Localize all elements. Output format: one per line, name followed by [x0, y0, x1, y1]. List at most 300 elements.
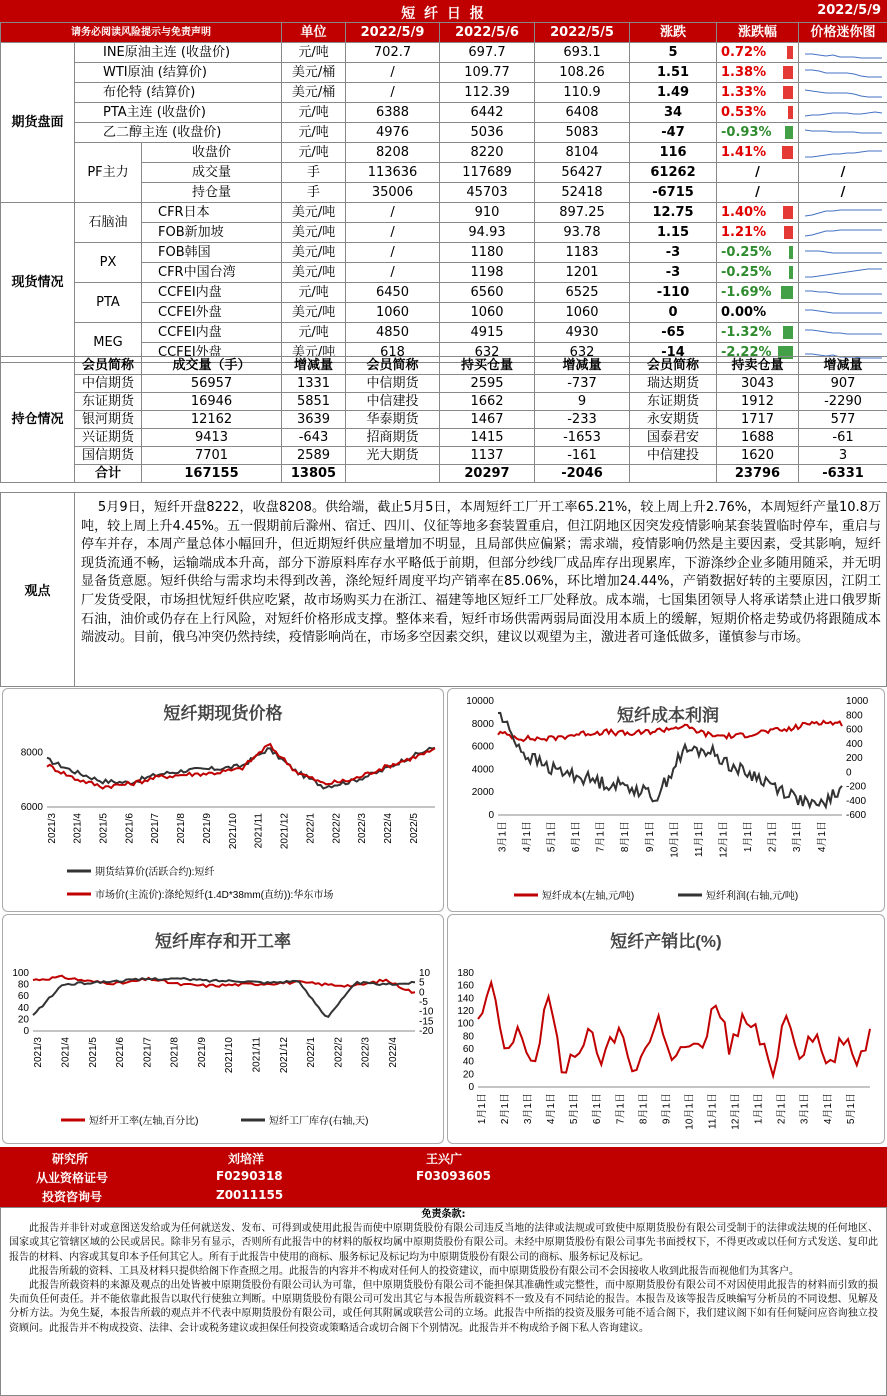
table-row: [1, 323, 887, 343]
y-tick-label: 100: [457, 1018, 474, 1030]
sparkline-cell: [799, 43, 887, 63]
value-d1: /: [346, 83, 440, 103]
view-text: [81, 499, 881, 648]
value-d1: 8208: [346, 143, 440, 163]
change-percent-cell: [717, 103, 799, 123]
change-percent: 1.38%: [721, 64, 767, 80]
value-d3: 1183: [535, 243, 630, 263]
position-cell: -233: [535, 411, 630, 429]
report-title: 短 纤 日 报: [401, 6, 486, 22]
sparkline: [801, 125, 885, 141]
chart-sales-ratio: [447, 914, 885, 1144]
analyst-footer: [0, 1147, 887, 1207]
x-tick-label: 2021/9: [196, 1037, 208, 1068]
position-cell: 3639: [282, 411, 346, 429]
value-d3: 5083: [535, 123, 630, 143]
header-sparkline: 价格迷你图: [799, 23, 887, 43]
sparkline-cell: [799, 303, 887, 323]
table-row: [1, 393, 887, 411]
sparkline: [801, 245, 885, 261]
x-tick-label: 2021/5: [98, 813, 110, 844]
price-table: [0, 22, 887, 363]
x-tick-label: 2022/1: [306, 1037, 318, 1068]
change-value: 5: [630, 43, 717, 63]
change-bar: [783, 86, 793, 99]
sparkline: [801, 325, 885, 341]
sparkline-cell: [799, 63, 887, 83]
sparkline-cell: [799, 243, 887, 263]
sparkline-cell: [799, 223, 887, 243]
disclaimer-p2: 此报告所载的资料、工具及材料只提供给阁下作查照之用。此报告的内容并不构成对任何人的投资建议，而中原期货股份有限公司不会因接收人收到此报告而视他们为其客户。: [29, 1265, 799, 1277]
spot-group-label: PX: [75, 243, 142, 283]
x-tick-label: 7月1日: [615, 1093, 627, 1125]
value-d3: 8104: [535, 143, 630, 163]
sparkline: [801, 105, 885, 121]
x-tick-label: 1月1日: [753, 1093, 765, 1125]
x-tick-label: 8月1日: [620, 821, 632, 853]
y-right-tick-label: -5: [419, 997, 428, 1008]
value-d1: 113636: [346, 163, 440, 183]
change-value: 12.75: [630, 203, 717, 223]
chart-cost-profit: [447, 688, 885, 912]
position-cell: 3: [799, 447, 887, 465]
x-tick-label: 3月1日: [497, 821, 509, 853]
y-tick-label: 20: [17, 1014, 29, 1026]
value-d2: 8220: [440, 143, 535, 163]
y-tick-label: 6000: [20, 802, 43, 813]
sparkline: [801, 145, 885, 161]
value-d3: 4930: [535, 323, 630, 343]
value-d3: 52418: [535, 183, 630, 203]
change-value: 0: [630, 303, 717, 323]
position-header: 增减量: [799, 357, 887, 375]
change-percent: -0.25%: [721, 264, 772, 280]
value-d3: 6408: [535, 103, 630, 123]
total-cell: [630, 465, 717, 483]
section-position: 持仓情况: [1, 357, 75, 483]
legend-label: 短纤利润(右轴,元/吨): [706, 891, 799, 902]
y-tick-label: 60: [462, 1044, 474, 1055]
position-cell: 12162: [142, 411, 282, 429]
x-tick-label: 9月1日: [644, 821, 656, 853]
item-unit: 手: [282, 163, 346, 183]
x-tick-label: 2月1日: [776, 1093, 788, 1125]
position-cell: -1653: [535, 429, 630, 447]
value-d1: 1060: [346, 303, 440, 323]
item-unit: 手: [282, 183, 346, 203]
chart-title: 短纤产销比(%): [610, 932, 722, 951]
position-cell: 16946: [142, 393, 282, 411]
section-spot: 现货情况: [1, 203, 75, 363]
change-bar: [781, 286, 793, 299]
header-disclaimer: 请务必阅读风险提示与免责声明: [1, 23, 282, 43]
change-bar: [788, 106, 793, 119]
position-cell: 9413: [142, 429, 282, 447]
x-tick-label: 2022/2: [331, 813, 343, 844]
value-d1: /: [346, 263, 440, 283]
x-tick-label: 11月1日: [707, 1093, 719, 1129]
value-d3: 6525: [535, 283, 630, 303]
total-cell: 13805: [282, 465, 346, 483]
sparkline-cell: [799, 143, 887, 163]
position-cell: 中信建投: [630, 447, 717, 465]
value-d1: /: [346, 63, 440, 83]
y-tick-label: 8000: [471, 718, 494, 730]
change-value: 61262: [630, 163, 717, 183]
value-d3: 108.26: [535, 63, 630, 83]
spot-group-label: PTA: [75, 283, 142, 323]
position-cell: 1467: [440, 411, 535, 429]
value-d3: 693.1: [535, 43, 630, 63]
item-unit: 美元/吨: [282, 223, 346, 243]
sparkline: [801, 205, 885, 221]
change-value: -65: [630, 323, 717, 343]
item-name: 收盘价: [142, 143, 282, 163]
sparkline: [801, 285, 885, 301]
x-tick-label: 2022/2: [333, 1037, 345, 1068]
sparkline: [801, 65, 885, 81]
position-cell: 国泰君安: [630, 429, 717, 447]
x-tick-label: 5月1日: [569, 1093, 581, 1125]
x-tick-label: 11月1日: [693, 821, 705, 857]
value-d1: 4850: [346, 323, 440, 343]
x-tick-label: 2021/12: [278, 1037, 290, 1074]
change-value: -3: [630, 263, 717, 283]
change-bar: [787, 46, 793, 59]
change-value: 1.15: [630, 223, 717, 243]
position-cell: 1620: [717, 447, 799, 465]
item-name: CFR日本: [142, 203, 282, 223]
sparkline-cell: [799, 283, 887, 303]
item-unit: 元/吨: [282, 123, 346, 143]
value-d2: 4915: [440, 323, 535, 343]
position-cell: 中信期货: [346, 375, 440, 393]
x-tick-label: 1月1日: [743, 821, 755, 853]
change-percent-cell: [717, 243, 799, 263]
value-d2: 910: [440, 203, 535, 223]
item-name: CCFEI外盘: [142, 303, 282, 323]
x-tick-label: 3月1日: [792, 821, 804, 853]
position-cell: 5851: [282, 393, 346, 411]
y-tick-label: 0: [23, 1026, 29, 1037]
x-tick-label: 2022/4: [387, 1037, 399, 1068]
change-percent-cell: [717, 63, 799, 83]
value-d3: 93.78: [535, 223, 630, 243]
x-tick-label: 12月1日: [718, 821, 730, 858]
spot-group-label: MEG: [75, 323, 142, 363]
value-d2: 94.93: [440, 223, 535, 243]
disclaimer: [0, 1207, 887, 1396]
position-cell: 2595: [440, 375, 535, 393]
item-name: 布伦特 (结算价): [75, 83, 282, 103]
table-row: [1, 123, 887, 143]
table-row: [1, 203, 887, 223]
x-tick-label: 2022/4: [383, 813, 395, 844]
change-bar: [782, 146, 793, 159]
change-value: 1.49: [630, 83, 717, 103]
header-date1: 2022/5/9: [346, 23, 440, 43]
change-percent-cell: [717, 323, 799, 343]
value-d3: 56427: [535, 163, 630, 183]
table-row: [1, 103, 887, 123]
x-tick-label: 2021/11: [251, 1037, 263, 1073]
position-cell: 7701: [142, 447, 282, 465]
total-cell: 23796: [717, 465, 799, 483]
position-header: 持买仓量: [440, 357, 535, 375]
sparkline-cell: [799, 203, 887, 223]
value-d3: 1201: [535, 263, 630, 283]
total-cell: 合计: [75, 465, 142, 483]
change-bar: [785, 126, 793, 139]
footer-consult1: Z0011155: [216, 1188, 284, 1202]
item-name: INE原油主连 (收盘价): [75, 43, 282, 63]
value-d2: 109.77: [440, 63, 535, 83]
chart-cost-profit-svg: [448, 689, 884, 911]
x-tick-label: 8月1日: [638, 1093, 650, 1125]
value-d2: 45703: [440, 183, 535, 203]
change-percent-cell: [717, 123, 799, 143]
change-percent: 1.33%: [721, 84, 767, 100]
item-name: FOB韩国: [142, 243, 282, 263]
y-right-tick-label: -20: [419, 1026, 434, 1037]
change-bar: [783, 206, 793, 219]
change-value: -6715: [630, 183, 717, 203]
x-tick-label: 2021/6: [115, 1037, 127, 1068]
y-right-tick-label: 600: [846, 724, 863, 736]
change-percent-cell: [717, 143, 799, 163]
x-tick-label: 4月1日: [521, 821, 533, 853]
x-tick-label: 1月1日: [476, 1093, 488, 1125]
x-tick-label: 12月1日: [730, 1093, 742, 1130]
change-percent: -2.22%: [721, 344, 772, 360]
legend-label: 短纤工厂库存(右轴,天): [269, 1116, 369, 1127]
disclaimer-p3: 此报告所载资料的来源及观点的出处皆被中原期货股份有限公司认为可靠，但中原期货股份有限公司不能担保其准确性或完整性，而中原期货股份有限公司不对因使用此报告的材料而引致的损失而负任何责任。并不能依靠此报告以取代行使独立判断。中原期货股份有限公司可发出其它与本报告所载资料不一致及有不同结论的报告。本报告及该等报告反映编写分析员的不同设想、见解及分析方法。为免生疑，本报告所载的观点并不代表中原期货股份有限公司，或任何其附属或联营公司的立场。此报告中所指的投资及服务可能不适合阁下，我们建议阁下如有任何疑问应咨询独立投资顾问。此报告并不构成投资、法律、会计或税务建议或担保任何投资或策略适合或切合阁下个别情况。此报告并不构成给予阁下私人咨询建议。: [9, 1280, 878, 1334]
y-tick-label: 160: [457, 980, 474, 992]
table-row: [1, 43, 887, 63]
y-tick-label: 40: [462, 1056, 474, 1068]
view-section: [0, 492, 887, 687]
x-tick-label: 2021/4: [60, 1037, 72, 1068]
x-tick-label: 6月1日: [571, 821, 583, 853]
item-name: 成交量: [142, 163, 282, 183]
change-bar: [784, 226, 793, 239]
item-unit: 美元/吨: [282, 263, 346, 283]
value-d2: 632: [440, 343, 535, 363]
item-unit: 元/吨: [282, 323, 346, 343]
footer-cert-label: 从业资格证号: [36, 1171, 109, 1185]
change-bar: [789, 246, 793, 259]
value-d1: 6388: [346, 103, 440, 123]
y-right-tick-label: 200: [846, 753, 863, 764]
position-cell: 1137: [440, 447, 535, 465]
value-d2: 1180: [440, 243, 535, 263]
y-right-tick-label: -15: [419, 1016, 434, 1028]
change-percent-cell: [717, 83, 799, 103]
value-d3: 110.9: [535, 83, 630, 103]
x-tick-label: 2021/5: [87, 1037, 99, 1068]
position-cell: 兴证期货: [75, 429, 142, 447]
x-tick-label: 3月1日: [523, 1093, 535, 1125]
position-cell: 东证期货: [75, 393, 142, 411]
y-right-tick-label: -10: [419, 1006, 434, 1018]
position-cell: 永安期货: [630, 411, 717, 429]
change-percent: /: [717, 183, 799, 203]
value-d2: 112.39: [440, 83, 535, 103]
position-cell: 907: [799, 375, 887, 393]
change-percent-cell: [717, 203, 799, 223]
change-percent-cell: [717, 263, 799, 283]
x-tick-label: 2021/12: [279, 813, 291, 850]
table-row: [1, 283, 887, 303]
item-unit: 元/吨: [282, 103, 346, 123]
position-cell: 中信建投: [346, 393, 440, 411]
item-name: 持仓量: [142, 183, 282, 203]
position-cell: 1912: [717, 393, 799, 411]
x-tick-label: 2021/8: [169, 1037, 181, 1068]
item-unit: 美元/吨: [282, 303, 346, 323]
position-cell: 华泰期货: [346, 411, 440, 429]
total-cell: -2046: [535, 465, 630, 483]
change-bar: [789, 266, 793, 279]
disclaimer-title: 免责条款:: [421, 1209, 466, 1220]
table-row: [1, 83, 887, 103]
change-value: -14: [630, 343, 717, 363]
x-tick-label: 2022/3: [357, 813, 369, 844]
change-percent: 1.41%: [721, 144, 767, 160]
x-tick-label: 2021/10: [224, 1037, 236, 1074]
report-date: 2022/5/9: [817, 3, 881, 18]
sparkline-cell: [799, 323, 887, 343]
item-name: 乙二醇主连 (收盘价): [75, 123, 282, 143]
value-d1: /: [346, 203, 440, 223]
header-date2: 2022/5/6: [440, 23, 535, 43]
position-cell: 银河期货: [75, 411, 142, 429]
sparkline-cell: [799, 263, 887, 283]
y-tick-label: 100: [12, 968, 29, 979]
footer-analyst1: 刘培洋: [228, 1152, 265, 1166]
x-tick-label: 2022/1: [305, 813, 317, 844]
position-cell: -161: [535, 447, 630, 465]
change-percent-cell: [717, 283, 799, 303]
item-name: CCFEI内盘: [142, 283, 282, 303]
table-row: [1, 411, 887, 429]
total-cell: -6331: [799, 465, 887, 483]
position-cell: 2589: [282, 447, 346, 465]
y-right-tick-label: 800: [846, 710, 863, 722]
y-tick-label: 40: [17, 1002, 29, 1014]
x-tick-label: 2021/10: [227, 813, 239, 850]
position-cell: 56957: [142, 375, 282, 393]
spot-group-label: 石脑油: [75, 203, 142, 243]
position-cell: 9: [535, 393, 630, 411]
y-tick-label: 20: [462, 1069, 474, 1081]
change-percent: -1.69%: [721, 284, 772, 300]
position-cell: 1717: [717, 411, 799, 429]
position-cell: 瑞达期货: [630, 375, 717, 393]
x-tick-label: 2021/3: [33, 1037, 45, 1068]
x-tick-label: 3月1日: [799, 1093, 811, 1125]
position-cell: 1331: [282, 375, 346, 393]
sparkline: [801, 265, 885, 281]
y-right-tick-label: -600: [846, 810, 867, 821]
change-value: 1.51: [630, 63, 717, 83]
position-cell: -643: [282, 429, 346, 447]
value-d2: 1198: [440, 263, 535, 283]
value-d1: 4976: [346, 123, 440, 143]
x-tick-label: 2021/11: [253, 813, 265, 849]
chart-sales-ratio-svg: [448, 915, 884, 1143]
value-d1: /: [346, 243, 440, 263]
section-futures: 期货盘面: [1, 43, 75, 203]
report-header: [0, 0, 887, 22]
x-tick-label: 5月1日: [845, 1093, 857, 1125]
chart-price-svg: [3, 689, 443, 911]
sparkline: [801, 45, 885, 61]
footer-consult-label: 投资咨询号: [42, 1190, 103, 1204]
y-right-tick-label: 5: [419, 977, 425, 989]
item-name: WTI原油 (结算价): [75, 63, 282, 83]
value-d1: 618: [346, 343, 440, 363]
value-d3: 897.25: [535, 203, 630, 223]
table-row: [1, 429, 887, 447]
item-unit: 元/吨: [282, 43, 346, 63]
value-d1: 6450: [346, 283, 440, 303]
y-right-tick-label: -400: [846, 795, 867, 807]
pf-label: PF主力: [75, 143, 142, 203]
y-tick-label: 60: [17, 991, 29, 1003]
change-percent: 0.00%: [721, 304, 767, 320]
sparkline-placeholder: /: [799, 163, 887, 183]
x-tick-label: 10月1日: [669, 821, 681, 858]
view-paragraph: 5月9日，短纤开盘8222，收盘8208。供给端，截止5月5日，本周短纤工厂开工率65.21%，较上周上升2.76%，本周短纤产量10.8万吨，较上周上升4.45%。五一假期前后滁州、宿迁、四川、仪征等地多套装置重启，但江阴地区因突发疫情影响某套装置临时停车，重启与停车并存，本周产量总体小幅回升，但近期短纤供应量增加不明显，且局部供应偏紧；需求端，疫情影响仍然是主要因素，受其影响，短纤现货流通不畅，运输端成本升高，部分下游原料库存水平略低于前期，但部分纱线厂成品库存出现累库，下游涤纱企业多随用随采，并无明显备货意愿。短纤供给与需求均未得到改善，涤纶短纤周度平均产销率在85.06%，环比增加24.44%，产销数据好转的主要原因，江阴工厂发货受限，市场担忧短纤供应吃紧，故市场购买力在浙江、福建等地区短纤工厂处释放。成本端，七国集团领导人将承诺禁止进口俄罗斯石油，油价或仍存在上行风险，对短纤价格形成支撑。整体来看，短纤市场供需两弱局面没用本质上的缓解，短期价格走势或仍将跟随成本端波动。目前，俄乌冲突仍然持续，疫情影响尚在，市场多空因素交织，建议以观望为主，激进者可逢低做多，谨慎参与市场。: [81, 500, 881, 646]
total-cell: [346, 465, 440, 483]
position-cell: 1662: [440, 393, 535, 411]
item-name: CCFEI外盘: [142, 343, 282, 363]
y-right-tick-label: 1000: [846, 696, 869, 707]
y-right-tick-label: 10: [419, 968, 431, 979]
x-tick-label: 2021/7: [150, 813, 162, 844]
position-cell: 577: [799, 411, 887, 429]
change-percent: 1.21%: [721, 224, 767, 240]
chart-title: 短纤成本利润: [617, 706, 719, 725]
value-d3: 632: [535, 343, 630, 363]
position-header: 会员简称: [630, 357, 717, 375]
chart-inventory-svg: [3, 915, 443, 1143]
x-tick-label: 2月1日: [767, 821, 779, 853]
position-cell: 1415: [440, 429, 535, 447]
total-cell: 167155: [142, 465, 282, 483]
sparkline-cell: [799, 83, 887, 103]
value-d2: 6560: [440, 283, 535, 303]
position-header: 增减量: [535, 357, 630, 375]
x-tick-label: 2021/6: [124, 813, 136, 844]
x-tick-label: 2021/9: [201, 813, 213, 844]
y-tick-label: 120: [457, 1006, 474, 1017]
position-cell: 招商期货: [346, 429, 440, 447]
header-date3: 2022/5/5: [535, 23, 630, 43]
x-tick-label: 9月1日: [661, 1093, 673, 1125]
change-percent: 0.53%: [721, 104, 767, 120]
y-right-tick-label: 400: [846, 738, 863, 750]
y-tick-label: 0: [468, 1082, 474, 1093]
value-d1: 702.7: [346, 43, 440, 63]
header-percent: 涨跌幅: [717, 23, 799, 43]
position-cell: 3043: [717, 375, 799, 393]
change-bar: [783, 66, 793, 79]
total-row: [1, 465, 887, 483]
x-tick-label: 2022/3: [360, 1037, 372, 1068]
x-tick-label: 2021/8: [176, 813, 188, 844]
